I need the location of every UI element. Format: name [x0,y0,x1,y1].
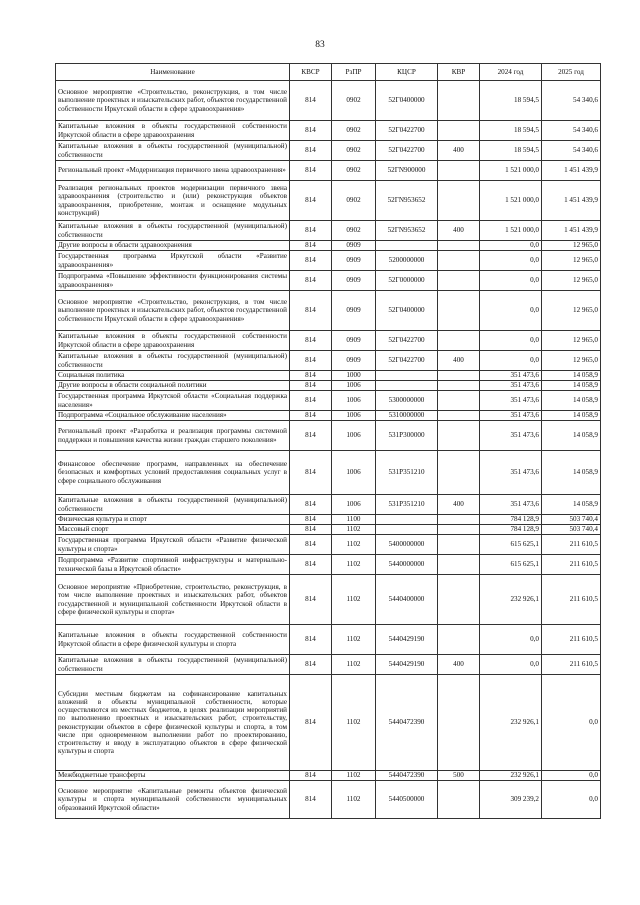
cell-kvsr: 814 [290,781,332,819]
cell-kcsr: 5440429190 [376,655,438,675]
cell-rzpr: 1102 [332,625,376,655]
table-row [56,161,601,181]
cell-kcsr: 52ГN953652 [376,181,438,221]
cell-year-2024: 0,0 [480,271,542,291]
table-row [56,515,601,525]
cell-rzpr: 0902 [332,81,376,121]
cell-kvr [438,675,480,771]
cell-kvsr: 814 [290,451,332,495]
cell-kvr: 500 [438,771,480,781]
cell-kcsr: 531P300000 [376,421,438,451]
cell-rzpr: 1006 [332,381,376,391]
cell-kvsr: 814 [290,121,332,141]
cell-year-2025: 14 058,9 [542,391,601,411]
cell-year-2025: 211 610,5 [542,535,601,555]
table-row [56,451,601,495]
cell-year-2024: 0,0 [480,331,542,351]
cell-name: Финансовое обеспечение программ, направленных на обеспечение безопасных и комфортных условий предоставления социальных услуг в сфере социального обслуживания [56,451,290,495]
cell-year-2025: 12 965,0 [542,241,601,251]
cell-kvr [438,271,480,291]
table-row [56,525,601,535]
cell-kvr [438,411,480,421]
cell-kvsr: 814 [290,371,332,381]
cell-kvsr: 814 [290,625,332,655]
cell-year-2024: 0,0 [480,251,542,271]
cell-name: Капитальные вложения в объекты государственной (муниципальной) собственности [56,351,290,371]
table-row [56,575,601,625]
cell-kvsr: 814 [290,771,332,781]
cell-year-2025: 0,0 [542,781,601,819]
table-row [56,495,601,515]
cell-year-2024: 351 473,6 [480,371,542,381]
cell-year-2025: 14 058,9 [542,371,601,381]
cell-year-2024: 351 473,6 [480,451,542,495]
cell-name: Подпрограмма «Развитие спортивной инфраструктуры и материально- технической базы в Иркутской области» [56,555,290,575]
cell-kcsr: 52Г0400000 [376,291,438,331]
cell-name: Капитальные вложения в объекты государственной собственности Иркутской области в сфере здравоохранения [56,121,290,141]
cell-kvr [438,331,480,351]
cell-name: Другие вопросы в области социальной политики [56,381,290,391]
cell-kvsr: 814 [290,391,332,411]
cell-rzpr: 0909 [332,251,376,271]
cell-year-2024: 784 128,9 [480,525,542,535]
page-number: 83 [315,40,325,50]
cell-name: Физическая культура и спорт [56,515,290,525]
cell-kcsr: 5310000000 [376,411,438,421]
table-row [56,535,601,555]
cell-year-2024: 0,0 [480,351,542,371]
cell-name: Подпрограмма «Повышение эффективности функционирования системы здравоохранения» [56,271,290,291]
cell-kcsr: 52Г0422700 [376,351,438,371]
header-year-2024: 2024 год [480,64,542,81]
table-row [56,391,601,411]
cell-year-2024: 0,0 [480,241,542,251]
header-rzpr: РзПР [332,64,376,81]
cell-year-2024: 1 521 000,0 [480,181,542,221]
cell-rzpr: 0902 [332,181,376,221]
table-row [56,221,601,241]
cell-kvsr: 814 [290,555,332,575]
cell-kvr [438,451,480,495]
cell-kvr [438,161,480,181]
table-row [56,781,601,819]
cell-kvsr: 814 [290,655,332,675]
cell-rzpr: 1102 [332,655,376,675]
cell-name: Основное мероприятие «Строительство, реконструкция, в том числе выполнение проектных и изыскательских работ, объектов государственной собственности Иркутской области в сфере здравоохранения» [56,81,290,121]
cell-kcsr [376,515,438,525]
cell-kvr [438,555,480,575]
cell-year-2024: 232 926,1 [480,675,542,771]
cell-name: Капитальные вложения в объекты государственной собственности Иркутской области в сфере физической культуры и спорта [56,625,290,655]
cell-kvsr: 814 [290,141,332,161]
cell-year-2024: 615 625,1 [480,535,542,555]
cell-kvr [438,535,480,555]
table-row [56,331,601,351]
cell-kvr [438,515,480,525]
table-header-row [56,64,601,81]
cell-kvr [438,381,480,391]
cell-kvsr: 814 [290,181,332,221]
cell-year-2024: 615 625,1 [480,555,542,575]
cell-year-2025: 14 058,9 [542,381,601,391]
cell-rzpr: 1102 [332,575,376,625]
cell-kvr: 400 [438,141,480,161]
cell-year-2025: 14 058,9 [542,421,601,451]
cell-year-2024: 0,0 [480,625,542,655]
cell-kcsr: 531P351210 [376,451,438,495]
cell-year-2025: 0,0 [542,771,601,781]
cell-rzpr: 1000 [332,371,376,381]
cell-rzpr: 1100 [332,515,376,525]
cell-year-2025: 0,0 [542,675,601,771]
table-row [56,381,601,391]
cell-year-2024: 1 521 000,0 [480,161,542,181]
cell-year-2024: 18 594,5 [480,121,542,141]
cell-kvsr: 814 [290,331,332,351]
cell-name: Массовый спорт [56,525,290,535]
cell-kcsr: 5440472390 [376,675,438,771]
cell-kvr: 400 [438,495,480,515]
cell-year-2025: 54 340,6 [542,81,601,121]
cell-name: Капитальные вложения в объекты государственной собственности Иркутской области в сфере здравоохранения [56,331,290,351]
cell-year-2025: 12 965,0 [542,271,601,291]
cell-year-2025: 1 451 439,9 [542,181,601,221]
cell-kvr [438,371,480,381]
cell-name: Основное мероприятие «Приобретение, строительство, реконструкция, в том числе выполнение проектных и изыскательских работ, объектов государственной и муниципальной собственности Иркутской области в сфере физической культуры и спорта» [56,575,290,625]
cell-kcsr: 5400000000 [376,535,438,555]
cell-year-2025: 54 340,6 [542,121,601,141]
cell-kvsr: 814 [290,221,332,241]
table-row [56,655,601,675]
cell-year-2025: 211 610,5 [542,625,601,655]
table-row [56,251,601,271]
cell-year-2024: 351 473,6 [480,495,542,515]
cell-year-2025: 54 340,6 [542,141,601,161]
cell-year-2025: 503 740,4 [542,525,601,535]
table-row [56,181,601,221]
table-row [56,271,601,291]
cell-kvsr: 814 [290,271,332,291]
cell-name: Региональный проект «Модернизация первичного звена здравоохранения» [56,161,290,181]
cell-kvsr: 814 [290,351,332,371]
cell-kvsr: 814 [290,515,332,525]
cell-year-2025: 14 058,9 [542,411,601,421]
cell-kvr: 400 [438,221,480,241]
cell-name: Государственная программа Иркутской области «Социальная поддержка населения» [56,391,290,411]
cell-kcsr: 5440500000 [376,781,438,819]
cell-name: Социальная политика [56,371,290,381]
cell-rzpr: 1006 [332,495,376,515]
cell-name: Основное мероприятие «Строительство, реконструкция, в том числе выполнение проектных и изыскательских работ, объектов государственной собственности Иркутской области в сфере здравоохранения» [56,291,290,331]
cell-kvsr: 814 [290,241,332,251]
cell-rzpr: 1102 [332,535,376,555]
cell-kcsr: 52Г0422700 [376,331,438,351]
cell-name: Основное мероприятие «Капитальные ремонты объектов физической культуры и спорта муниципальной собственности муниципальных образований Иркутской области» [56,781,290,819]
cell-rzpr: 1102 [332,781,376,819]
cell-kcsr: 5440400000 [376,575,438,625]
cell-name: Межбюджетные трансферты [56,771,290,781]
cell-kvsr: 814 [290,575,332,625]
cell-name: Капитальные вложения в объекты государственной (муниципальной) собственности [56,221,290,241]
cell-kcsr [376,381,438,391]
cell-kcsr [376,371,438,381]
cell-year-2025: 1 451 439,9 [542,161,601,181]
cell-rzpr: 1102 [332,675,376,771]
cell-year-2024: 232 926,1 [480,771,542,781]
cell-name: Государственная программа Иркутской области «Развитие физической культуры и спорта» [56,535,290,555]
table-row [56,371,601,381]
cell-year-2024: 18 594,5 [480,141,542,161]
cell-year-2024: 0,0 [480,655,542,675]
cell-rzpr: 1102 [332,525,376,535]
cell-kvr [438,781,480,819]
header-year-2025: 2025 год [542,64,601,81]
cell-kvr [438,525,480,535]
cell-rzpr: 0909 [332,291,376,331]
header-kcsr: КЦСР [376,64,438,81]
cell-name: Субсидии местным бюджетам на софинансирование капитальных вложений в объекты муниципальной собственности, которые осуществляются из местных бюджетов, в целях реализации мероприятий по выполнению проектных и изыскательских работ, строительству, реконструкции объектов в сфере физической культуры и спорта, в том числе при одновременном выполнении работ по проектированию, строительству и вводу в эксплуатацию объектов в сфере физической культуры и спорта [56,675,290,771]
table-row [56,81,601,121]
cell-rzpr: 1006 [332,421,376,451]
cell-rzpr: 0902 [332,161,376,181]
cell-kvr: 400 [438,351,480,371]
cell-year-2024: 309 239,2 [480,781,542,819]
cell-kcsr: 5440429190 [376,625,438,655]
cell-kvsr: 814 [290,381,332,391]
cell-year-2025: 12 965,0 [542,291,601,331]
cell-year-2024: 351 473,6 [480,421,542,451]
cell-kvsr: 814 [290,495,332,515]
cell-kcsr [376,241,438,251]
cell-rzpr: 0909 [332,351,376,371]
cell-name: Реализация региональных проектов модернизации первичного звена здравоохранения (строительство и (или) реконструкция объектов здравоохранения, приобретение, монтаж и оснащение модульных конструкций) [56,181,290,221]
cell-kvr: 400 [438,655,480,675]
header-name: Наименование [56,64,290,81]
table-row [56,771,601,781]
cell-name: Другие вопросы в области здравоохранения [56,241,290,251]
cell-rzpr: 1006 [332,411,376,421]
cell-kcsr: 5300000000 [376,391,438,411]
cell-kvr [438,241,480,251]
cell-kvr [438,81,480,121]
table-row [56,351,601,371]
cell-year-2025: 14 058,9 [542,451,601,495]
cell-kcsr: 52ГN953652 [376,221,438,241]
cell-kcsr: 5440000000 [376,555,438,575]
cell-rzpr: 1006 [332,451,376,495]
cell-year-2025: 211 610,5 [542,655,601,675]
cell-kvr [438,121,480,141]
cell-year-2025: 12 965,0 [542,251,601,271]
cell-kvsr: 814 [290,675,332,771]
cell-year-2025: 503 740,4 [542,515,601,525]
cell-year-2024: 232 926,1 [480,575,542,625]
cell-name: Капитальные вложения в объекты государственной (муниципальной) собственности [56,141,290,161]
cell-kvr [438,251,480,271]
table-row [56,421,601,451]
cell-rzpr: 0909 [332,331,376,351]
cell-year-2024: 18 594,5 [480,81,542,121]
cell-kcsr: 52Г0422700 [376,141,438,161]
cell-kcsr: 531P351210 [376,495,438,515]
cell-kvr [438,625,480,655]
cell-year-2025: 211 610,5 [542,555,601,575]
cell-kvsr: 814 [290,411,332,421]
cell-rzpr: 0902 [332,221,376,241]
cell-kcsr [376,525,438,535]
cell-kvr [438,421,480,451]
cell-kcsr: 52Г0400000 [376,81,438,121]
cell-rzpr: 0902 [332,141,376,161]
cell-kcsr: 52Г0000000 [376,271,438,291]
cell-kvsr: 814 [290,421,332,451]
cell-year-2024: 784 128,9 [480,515,542,525]
cell-kvr [438,391,480,411]
cell-kvsr: 814 [290,535,332,555]
table-row [56,241,601,251]
cell-kvsr: 814 [290,81,332,121]
header-kvsr: КВСР [290,64,332,81]
cell-year-2025: 12 965,0 [542,331,601,351]
cell-name: Подпрограмма «Социальное обслуживание населения» [56,411,290,421]
cell-kvsr: 814 [290,161,332,181]
cell-kvr [438,291,480,331]
cell-year-2024: 351 473,6 [480,391,542,411]
cell-rzpr: 0909 [332,241,376,251]
table-row [56,555,601,575]
cell-name: Капитальные вложения в объекты государственной (муниципальной) собственности [56,495,290,515]
cell-rzpr: 0902 [332,121,376,141]
cell-name: Региональный проект «Разработка и реализация программы системной поддержки и повышения качества жизни граждан старшего поколения» [56,421,290,451]
cell-year-2025: 14 058,9 [542,495,601,515]
table-row [56,141,601,161]
cell-kcsr: 5200000000 [376,251,438,271]
table-row [56,291,601,331]
cell-kvsr: 814 [290,525,332,535]
cell-kcsr: 52Г0422700 [376,121,438,141]
cell-year-2024: 1 521 000,0 [480,221,542,241]
cell-year-2024: 351 473,6 [480,381,542,391]
cell-year-2025: 12 965,0 [542,351,601,371]
table-row [56,121,601,141]
cell-rzpr: 1102 [332,771,376,781]
cell-name: Государственная программа Иркутской области «Развитие здравоохранения» [56,251,290,271]
table-row [56,625,601,655]
cell-year-2025: 211 610,5 [542,575,601,625]
table-row [56,675,601,771]
cell-name: Капитальные вложения в объекты государственной (муниципальной) собственности [56,655,290,675]
cell-year-2024: 351 473,6 [480,411,542,421]
table-row [56,411,601,421]
budget-table [55,63,601,819]
header-kvr: КВР [438,64,480,81]
cell-kvsr: 814 [290,251,332,271]
cell-kcsr: 5440472390 [376,771,438,781]
cell-year-2024: 0,0 [480,291,542,331]
cell-year-2025: 1 451 439,9 [542,221,601,241]
cell-kcsr: 52ГN900000 [376,161,438,181]
cell-rzpr: 1102 [332,555,376,575]
cell-kvsr: 814 [290,291,332,331]
cell-rzpr: 0909 [332,271,376,291]
cell-kvr [438,575,480,625]
cell-rzpr: 1006 [332,391,376,411]
cell-kvr [438,181,480,221]
